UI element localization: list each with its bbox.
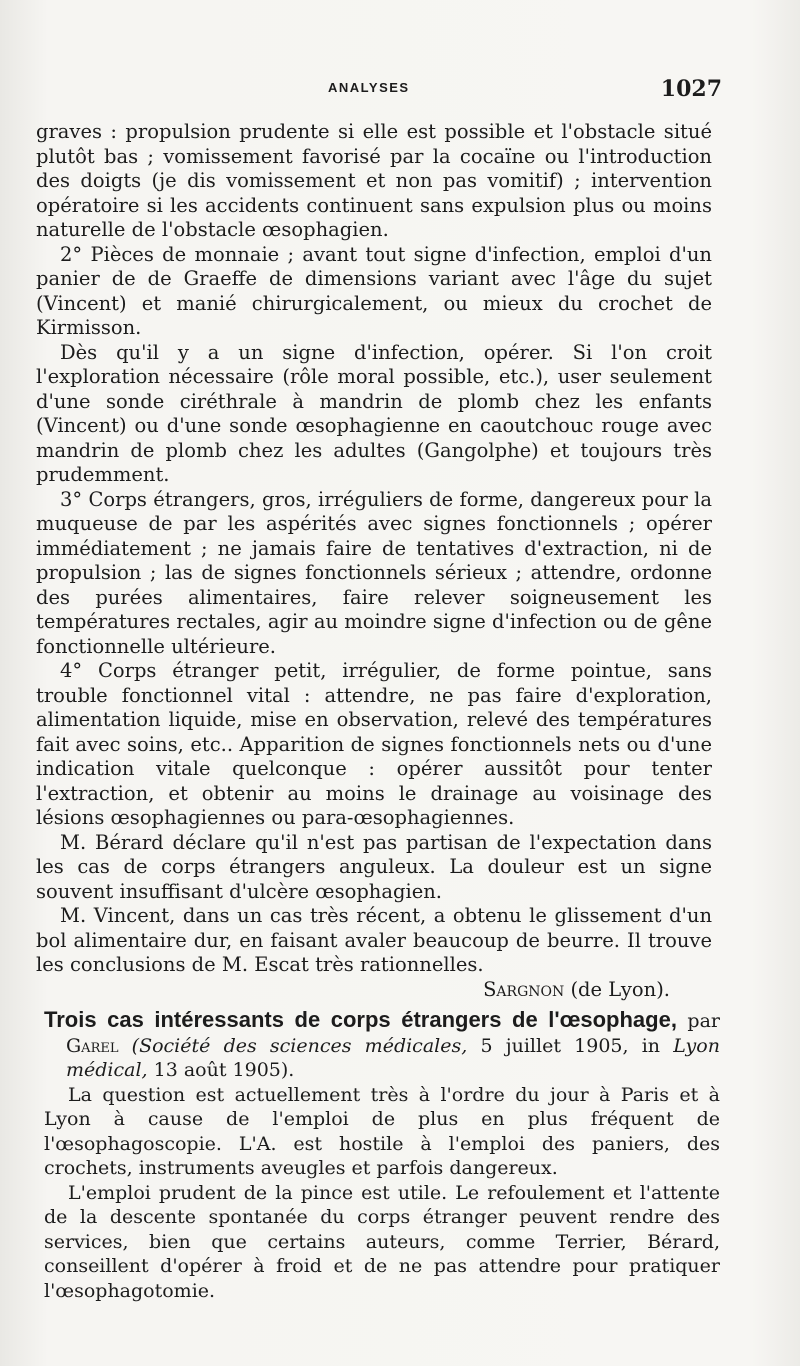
paragraph: 4° Corps étranger petit, irrégulier, de forme pointue, sans trouble fonctionnel vital : attendre, ne pas faire d'exploration, alimentation liquide, mise en observation, relevé des températures fait avec soins, etc.. Apparition de signes fonctionnels nets ou d'une indication vitale quelconque : opérer aussitôt pour tenter l'extraction, et obtenir au moins le drainage au voisinage des lésions œsophagiennes ou para-œsophagiennes. bbox=[36, 659, 712, 829]
paragraph: La question est actuellement très à l'ordre du jour à Paris et à Lyon à cause de l'emploi de plus en plus fréquent de l'œsophagoscopie. L'A. est hostile à l'emploi des paniers, des crochets, instruments aveugles et parfois dangereux. bbox=[44, 1083, 720, 1179]
article bbox=[44, 1008, 720, 1303]
article-journal: Lyon médical, bbox=[66, 1034, 720, 1081]
running-head: ANALYSES bbox=[328, 80, 410, 95]
page-header bbox=[40, 76, 722, 106]
in-word: in bbox=[641, 1034, 661, 1057]
paragraph: 3° Corps étrangers, gros, irréguliers de forme, dangereux pour la muqueuse de par les aspérités avec signes fonctionnels ; opérer immédiatement ; ne jamais faire de tentatives d'extraction, ni de propulsion ; las de signes fonctionnels sérieux ; attendre, ordonne des purées alimentaires, faire relever soigneusement les températures rectales, agir au moindre signe d'infection ou de gêne fonctionnelle ultérieure. bbox=[36, 487, 712, 658]
page-number: 1027 bbox=[660, 76, 722, 102]
article-author: Garel bbox=[66, 1034, 119, 1057]
paragraph: 2° Pièces de monnaie ; avant tout signe d'infection, emploi d'un panier de de Graeffe de dimensions variant avec l'âge du sujet (Vincent) et manié chirurgicalement, ou mieux du crochet de Kirmisson. bbox=[36, 242, 712, 339]
author-prefix: par bbox=[687, 1010, 720, 1032]
signature-name: Sargnon bbox=[483, 977, 565, 1001]
signature bbox=[36, 978, 712, 1003]
paragraph: M. Bérard déclare qu'il n'est pas partisan de l'expectation dans les cas de corps étrangers anguleux. La douleur est un signe souvent insuffisant d'ulcère œsophagien. bbox=[36, 830, 712, 903]
article-date: 13 août 1905). bbox=[153, 1059, 295, 1081]
signature-place: (de Lyon). bbox=[570, 977, 670, 1001]
article-date: 5 juillet 1905, bbox=[480, 1034, 629, 1057]
article-heading bbox=[44, 1008, 720, 1083]
paragraph: graves : propulsion prudente si elle est possible et l'obstacle situé plutôt bas ; vomissement favorisé par la cocaïne ou l'introduction des doigts (je dis vomissement et non pas vomitif) ; intervention opératoire si les accidents continuent sans expulsion plus ou moins naturelle de l'obstacle œsophagien. bbox=[36, 120, 712, 241]
article-source: (Société des sciences médicales, bbox=[131, 1034, 468, 1057]
paragraph: M. Vincent, dans un cas très récent, a obtenu le glissement d'un bol alimentaire dur, en faisant avaler beaucoup de beurre. Il trouve les conclusions de M. Escat très rationnelles. bbox=[36, 904, 712, 976]
paragraph: Dès qu'il y a un signe d'infection, opérer. Si l'on croit l'exploration nécessaire (rôle moral possible, etc.), user seulement d'une sonde ciréthrale à mandrin de plomb chez les enfants (Vincent) ou d'une sonde œsophagienne en caoutchouc rouge avec mandrin de plomb chez les adultes (Gangolphe) et toujours très prudemment. bbox=[36, 340, 712, 486]
paragraph: L'emploi prudent de la pince est utile. Le refoulement et l'attente de la descente spontanée du corps étranger peuvent rendre des services, bien que certains auteurs, comme Terrier, Bérard, conseillent d'opérer à froid et de ne pas attendre pour pratiquer l'œsophagotomie. bbox=[44, 1181, 720, 1302]
article-title: Trois cas intéressants de corps étrangers de l'œsophage, bbox=[44, 1007, 677, 1032]
main-text bbox=[36, 120, 712, 1002]
